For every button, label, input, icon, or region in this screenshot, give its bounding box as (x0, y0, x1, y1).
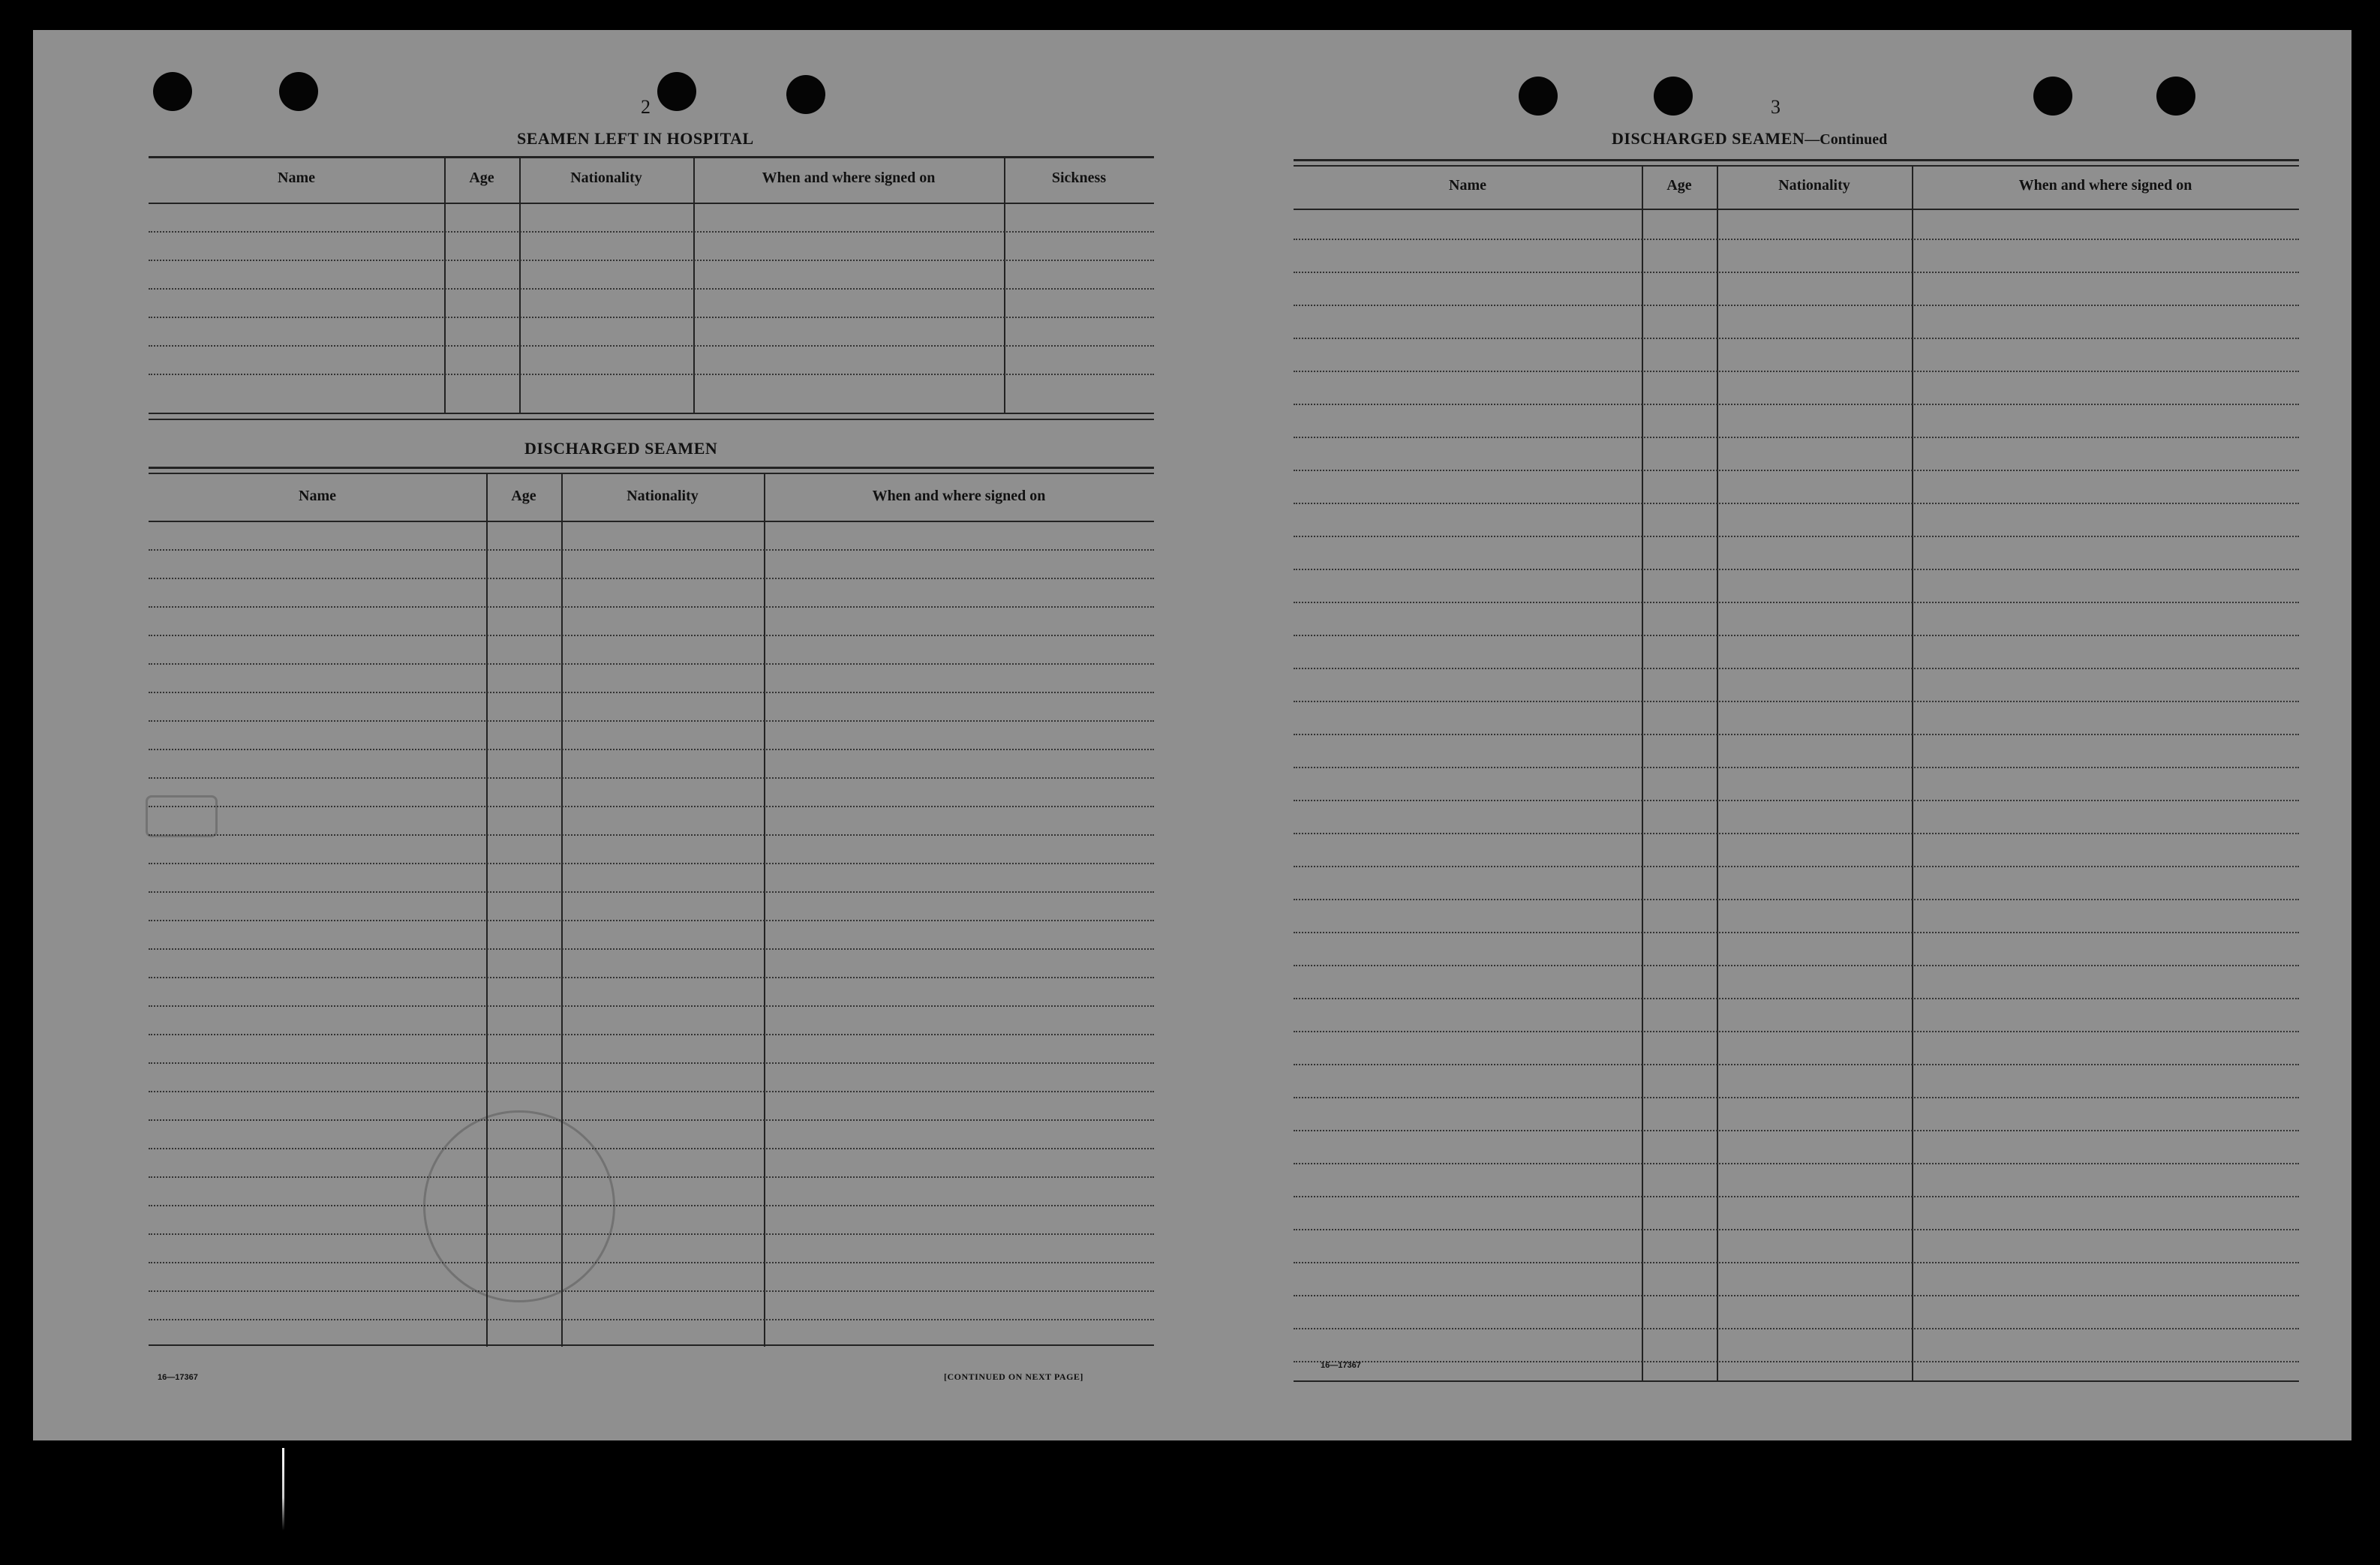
hospital-table (149, 156, 1154, 449)
scan-artifact (282, 1448, 284, 1530)
col-header-nationality: Nationality (570, 170, 642, 186)
col-header-name: Name (1449, 177, 1486, 194)
col-header-when-where: When and where signed on (762, 170, 936, 186)
document-sheet (33, 30, 2351, 1440)
col-header-age: Age (511, 488, 536, 504)
discharged-section-title: DISCHARGED SEAMEN (524, 439, 718, 458)
col-header-when-where: When and where signed on (872, 488, 1046, 504)
continued-note: [CONTINUED ON NEXT PAGE] (944, 1371, 1083, 1382)
discharged-continued-table (1294, 159, 2299, 1389)
col-header-nationality: Nationality (627, 488, 699, 504)
section-title-text: DISCHARGED SEAMEN (1612, 129, 1805, 148)
col-header-name: Name (278, 170, 315, 186)
section-title-suffix: —Continued (1805, 131, 1888, 148)
hospital-section-title: SEAMEN LEFT IN HOSPITAL (517, 129, 754, 148)
form-number: 16—17367 (158, 1373, 198, 1382)
form-number: 16—17367 (1321, 1361, 1361, 1370)
discharged-table (149, 467, 1154, 1352)
col-header-name: Name (299, 488, 336, 504)
col-header-age: Age (469, 170, 494, 186)
col-header-age: Age (1666, 177, 1692, 194)
left-page (108, 30, 1158, 1440)
page-number: 3 (1771, 96, 1780, 118)
page-number: 2 (641, 96, 651, 118)
col-header-sickness: Sickness (1051, 170, 1107, 186)
col-header-when-where: When and where signed on (2018, 177, 2192, 194)
col-header-nationality: Nationality (1778, 177, 1850, 194)
discharged-continued-title (1612, 129, 1887, 149)
right-page (1264, 30, 2321, 1440)
